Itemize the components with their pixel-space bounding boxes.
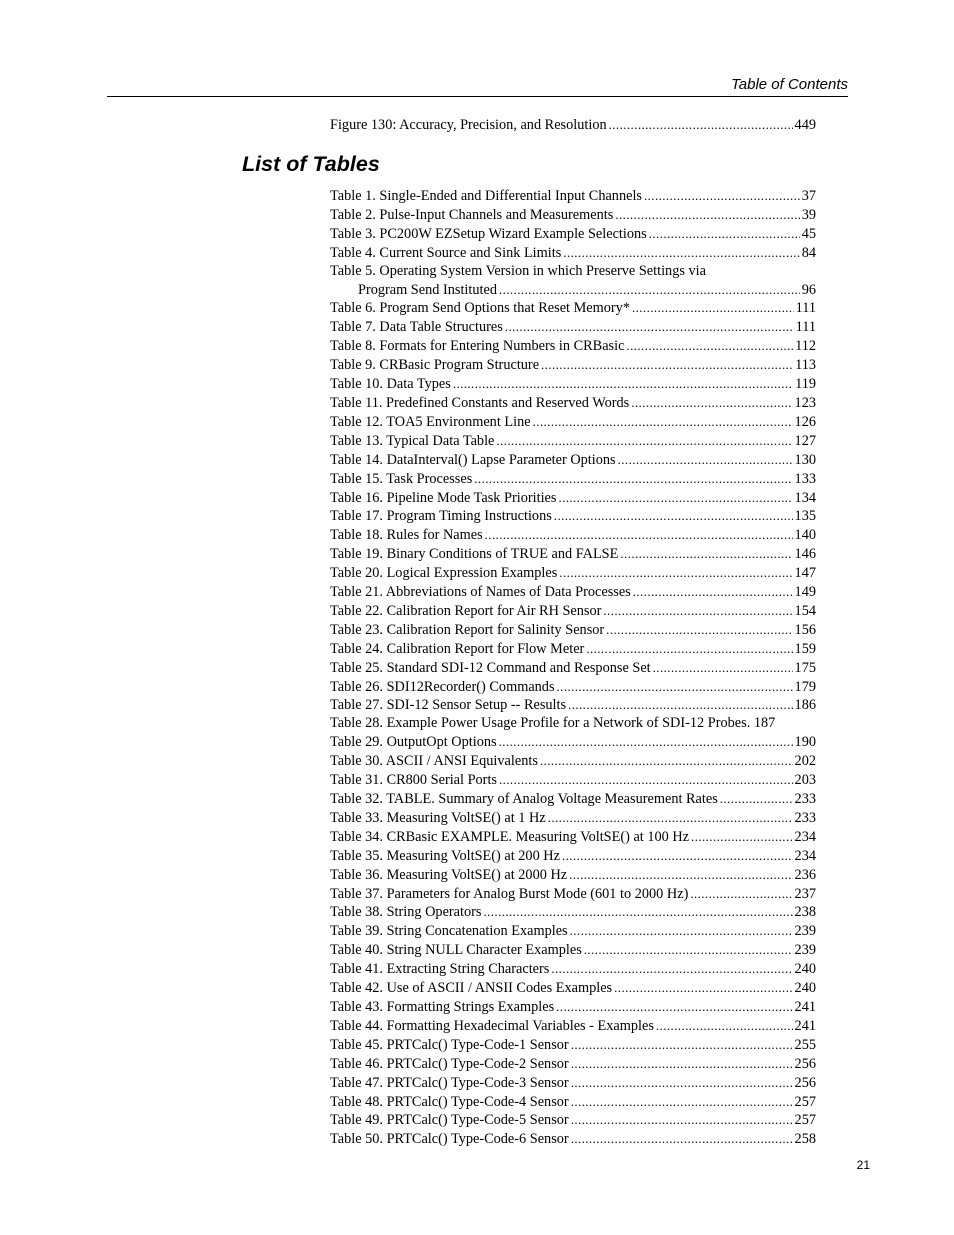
entry-label: Table 32. TABLE. Summary of Analog Voltage Measurement Rates (330, 791, 718, 807)
entry-label: Table 17. Program Timing Instructions (330, 508, 552, 525)
entry-page: 96 (801, 281, 816, 298)
dot-leader (584, 941, 793, 959)
entry-label: Table 1. Single-Ended and Differential Input Channels (330, 188, 642, 204)
toc-entry[interactable] (330, 678, 816, 697)
entry-page: 84 (801, 244, 816, 261)
entry-page: 236 (794, 866, 816, 883)
toc-entry[interactable] (330, 1074, 816, 1093)
entry-label: Table 48. PRTCalc() Type-Code-4 Sensor (330, 1093, 569, 1110)
entry-page: 133 (794, 470, 816, 487)
toc-entry[interactable] (330, 263, 816, 300)
dot-leader (556, 998, 792, 1016)
entry-page: 237 (794, 885, 816, 902)
entry-page: 113 (795, 357, 816, 374)
entry-label: Table 6. Program Send Options that Reset Memory* (330, 300, 630, 317)
toc-entry[interactable] (330, 659, 816, 678)
dot-leader (557, 678, 793, 696)
dot-leader (563, 244, 799, 262)
entry-page: 256 (794, 1055, 816, 1072)
toc-entry[interactable] (330, 866, 816, 885)
dot-leader (571, 1111, 793, 1129)
entry-label: Table 2. Pulse-Input Channels and Measurements (330, 206, 614, 223)
dot-leader (499, 733, 793, 751)
dot-leader (485, 526, 793, 544)
dot-leader (559, 564, 792, 582)
entry-page: 156 (794, 621, 816, 638)
dot-leader (474, 470, 792, 488)
entry-page: 255 (794, 1036, 816, 1053)
entry-page: 186 (794, 697, 816, 714)
toc-entry[interactable] (330, 526, 816, 545)
entry-label: Table 40. String NULL Character Examples (330, 942, 582, 959)
dot-leader (499, 771, 793, 789)
entry-label: Table 30. ASCII / ANSI Equivalents (330, 753, 538, 770)
entry-label: Table 42. Use of ASCII / ANSII Codes Examples (330, 980, 613, 997)
dot-leader (626, 337, 793, 355)
entry-label: Table 26. SDI12Recorder() Commands (330, 678, 555, 695)
entry-label: Figure 130: Accuracy, Precision, and Resolution (330, 117, 607, 133)
entry-page: 159 (794, 640, 816, 657)
toc-entry[interactable] (330, 394, 816, 413)
entry-label: Table 20. Logical Expression Examples (330, 565, 558, 582)
entry-label: Table 50. PRTCalc() Type-Code-6 Sensor (330, 1131, 569, 1148)
toc-entry[interactable] (330, 1036, 816, 1055)
entry-page: 234 (794, 847, 816, 864)
toc-entry[interactable] (330, 1111, 816, 1130)
entry-page: 135 (794, 508, 816, 525)
entry-page: 240 (794, 980, 816, 997)
entry-label-continued: Program Send Instituted (358, 281, 497, 298)
page-number: 21 (856, 1158, 870, 1172)
entry-page: 39 (801, 206, 816, 223)
entry-page: 233 (794, 809, 816, 826)
dot-leader (541, 356, 793, 374)
entry-label: Table 9. CRBasic Program Structure (330, 357, 540, 374)
toc-entry[interactable] (330, 696, 816, 715)
entry-label: Table 36. Measuring VoltSE() at 2000 Hz (330, 866, 568, 883)
toc-entry[interactable] (330, 1055, 816, 1074)
entry-label: Table 35. Measuring VoltSE() at 200 Hz (330, 847, 560, 864)
entry-label: Table 44. Formatting Hexadecimal Variables - Examples (330, 1017, 654, 1034)
toc-entry[interactable] (330, 507, 816, 526)
entry-label: Table 15. Task Processes (330, 470, 473, 487)
entry-label: Table 39. String Concatenation Examples (330, 923, 568, 940)
toc-entry[interactable] (330, 941, 816, 960)
toc-entry[interactable] (330, 998, 816, 1017)
entry-page: 239 (794, 923, 816, 940)
toc-entry[interactable] (330, 451, 816, 470)
entry-page: 111 (795, 300, 816, 317)
entry-page: 234 (794, 828, 816, 845)
entry-label: Table 28. Example Power Usage Profile for a Network of SDI-12 Probes (330, 715, 747, 732)
entry-page: 233 (794, 791, 816, 807)
entry-label: Table 5. Operating System Version in which Preserve Settings via (330, 262, 706, 279)
entry-page: 179 (794, 678, 816, 695)
entry-label: Table 49. PRTCalc() Type-Code-5 Sensor (330, 1112, 569, 1129)
entry-page: 241 (794, 1017, 816, 1034)
entry-label: Table 4. Current Source and Sink Limits (330, 244, 562, 261)
dot-leader (568, 696, 792, 714)
toc-entry[interactable] (330, 960, 816, 979)
entry-page: 146 (794, 546, 816, 563)
entry-label: Table 31. CR800 Serial Ports (330, 772, 497, 789)
entry-label: Table 10. Data Types (330, 376, 451, 393)
toc-entry[interactable] (330, 187, 816, 206)
toc-entry[interactable] (330, 922, 816, 941)
dot-leader (632, 299, 794, 317)
running-header: Table of Contents (730, 76, 848, 93)
dot-leader (569, 866, 792, 884)
entry-label: Table 14. DataInterval() Lapse Parameter Options (330, 451, 616, 468)
entry-label: Table 37. Parameters for Analog Burst Mode (601 to 2000 Hz) (330, 885, 689, 902)
dot-leader (571, 1093, 793, 1111)
entry-label: Table 38. String Operators (330, 904, 482, 921)
dot-leader (533, 413, 793, 431)
entry-page: 240 (794, 961, 816, 978)
list-of-tables (330, 187, 816, 1149)
dot-leader (554, 507, 793, 525)
entry-page: 190 (794, 734, 816, 751)
toc-entry[interactable] (330, 318, 816, 337)
dot-leader (586, 640, 792, 658)
toc-entry[interactable] (330, 715, 816, 733)
dot-leader (691, 828, 793, 846)
entry-label: Table 43. Formatting Strings Examples (330, 998, 555, 1015)
entry-page: 239 (794, 942, 816, 959)
entry-label: Table 11. Predefined Constants and Reserved Words (330, 394, 630, 411)
entry-page: 130 (794, 451, 816, 468)
toc-entry[interactable] (330, 979, 816, 998)
dot-leader (548, 809, 793, 827)
entry-page: 123 (794, 394, 816, 411)
entry-page: 202 (794, 753, 816, 770)
dot-leader (656, 1017, 793, 1035)
dot-leader (496, 432, 792, 450)
entry-page: 238 (794, 904, 816, 921)
entry-page: 126 (794, 413, 816, 430)
dot-leader (631, 394, 792, 412)
entry-label: Table 24. Calibration Report for Flow Meter (330, 640, 585, 657)
section-title: List of Tables (242, 152, 380, 176)
entry-label: Table 23. Calibration Report for Salinity Sensor (330, 621, 605, 638)
entry-label: Table 33. Measuring VoltSE() at 1 Hz (330, 809, 546, 826)
header-rule (107, 96, 848, 97)
entry-label: Table 19. Binary Conditions of TRUE and FALSE (330, 546, 619, 563)
figure-entry[interactable] (330, 116, 816, 135)
dot-leader (571, 1074, 793, 1092)
toc-entry[interactable] (330, 640, 816, 659)
entry-page: 203 (794, 772, 816, 789)
entry-label: Table 25. Standard SDI-12 Command and Response Set (330, 659, 651, 676)
entry-page: 154 (794, 602, 816, 619)
toc-entry[interactable] (330, 828, 816, 847)
entry-label: Table 47. PRTCalc() Type-Code-3 Sensor (330, 1074, 569, 1091)
entry-label: Table 46. PRTCalc() Type-Code-2 Sensor (330, 1055, 569, 1072)
dot-leader (649, 225, 800, 243)
dot-leader (614, 979, 792, 997)
dot-leader (633, 583, 793, 601)
entry-page: 140 (794, 527, 816, 544)
entry-page: 111 (795, 319, 816, 336)
entry-page: 187 (753, 715, 776, 732)
entry-separator: . (746, 715, 754, 732)
dot-leader (483, 903, 792, 921)
toc-entry[interactable] (330, 244, 816, 263)
entry-label: Table 34. CRBasic EXAMPLE. Measuring VoltSE() at 100 Hz (330, 828, 690, 845)
entry-page: 147 (794, 565, 816, 582)
entry-page: 258 (794, 1131, 816, 1148)
dot-leader (603, 602, 792, 620)
toc-entry[interactable] (330, 545, 816, 564)
dot-leader (570, 922, 793, 940)
dot-leader (558, 489, 792, 507)
entry-label: Table 7. Data Table Structures (330, 319, 503, 336)
dot-leader (620, 545, 792, 563)
toc-entry[interactable] (330, 413, 816, 432)
toc-entry[interactable] (330, 1017, 816, 1036)
entry-page: 119 (795, 376, 816, 393)
toc-entry[interactable] (330, 752, 816, 771)
toc-entry[interactable] (330, 470, 816, 489)
toc-entry[interactable] (330, 790, 816, 809)
toc-entry[interactable] (330, 375, 816, 394)
toc-entry[interactable] (330, 583, 816, 602)
dot-leader (571, 1055, 793, 1073)
entry-page: 134 (794, 489, 816, 506)
dot-leader (644, 187, 800, 205)
toc-entry[interactable] (330, 847, 816, 866)
entry-label: Table 27. SDI-12 Sensor Setup -- Results (330, 697, 567, 714)
toc-entry[interactable] (330, 621, 816, 640)
dot-leader (562, 847, 793, 865)
toc-entry[interactable] (330, 733, 816, 752)
dot-leader (618, 451, 793, 469)
dot-leader (505, 318, 794, 336)
dot-leader (499, 281, 800, 299)
entry-page: 257 (794, 1112, 816, 1129)
entry-label: Table 12. TOA5 Environment Line (330, 413, 531, 430)
dot-leader (551, 960, 792, 978)
dot-leader (453, 375, 793, 393)
toc-entry[interactable] (330, 356, 816, 375)
toc-entry[interactable] (330, 489, 816, 508)
entry-label: Table 29. OutputOpt Options (330, 734, 497, 751)
entry-label: Table 16. Pipeline Mode Task Priorities (330, 489, 557, 506)
dot-leader (609, 116, 793, 134)
entry-label: Table 41. Extracting String Characters (330, 961, 550, 978)
entry-label: Table 13. Typical Data Table (330, 432, 495, 449)
toc-entry[interactable] (330, 299, 816, 318)
entry-label: Table 3. PC200W EZSetup Wizard Example Selections (330, 225, 647, 242)
entry-label: Table 45. PRTCalc() Type-Code-1 Sensor (330, 1036, 569, 1053)
entry-label: Table 18. Rules for Names (330, 527, 483, 544)
entry-page: 449 (794, 117, 816, 133)
entry-page: 241 (794, 998, 816, 1015)
toc-entry[interactable] (330, 903, 816, 922)
dot-leader (690, 885, 792, 903)
entry-page: 127 (794, 432, 816, 449)
entry-page: 45 (801, 225, 816, 242)
entry-label: Table 8. Formats for Entering Numbers in CRBasic (330, 338, 625, 355)
entry-page: 257 (794, 1093, 816, 1110)
dot-leader (571, 1036, 793, 1054)
toc-entry[interactable] (330, 1130, 816, 1149)
toc-entry[interactable] (330, 771, 816, 790)
dot-leader (720, 790, 793, 808)
dot-leader (615, 206, 799, 224)
toc-entry[interactable] (330, 809, 816, 828)
dot-leader (571, 1130, 793, 1148)
toc-entry[interactable] (330, 602, 816, 621)
toc-entry[interactable] (330, 885, 816, 904)
toc-entry[interactable] (330, 432, 816, 451)
dot-leader (653, 659, 793, 677)
dot-leader (540, 752, 793, 770)
entry-page: 175 (794, 659, 816, 676)
toc-entry[interactable] (330, 564, 816, 583)
entry-page: 37 (801, 188, 816, 204)
toc-entry[interactable] (330, 206, 816, 225)
toc-entry[interactable] (330, 225, 816, 244)
entry-page: 256 (794, 1074, 816, 1091)
toc-entry[interactable] (330, 337, 816, 356)
entry-page: 112 (795, 338, 816, 355)
dot-leader (606, 621, 792, 639)
entry-label: Table 21. Abbreviations of Names of Data Processes (330, 584, 631, 601)
entry-label: Table 22. Calibration Report for Air RH Sensor (330, 602, 602, 619)
entry-page: 149 (794, 584, 816, 601)
toc-entry[interactable] (330, 1093, 816, 1112)
